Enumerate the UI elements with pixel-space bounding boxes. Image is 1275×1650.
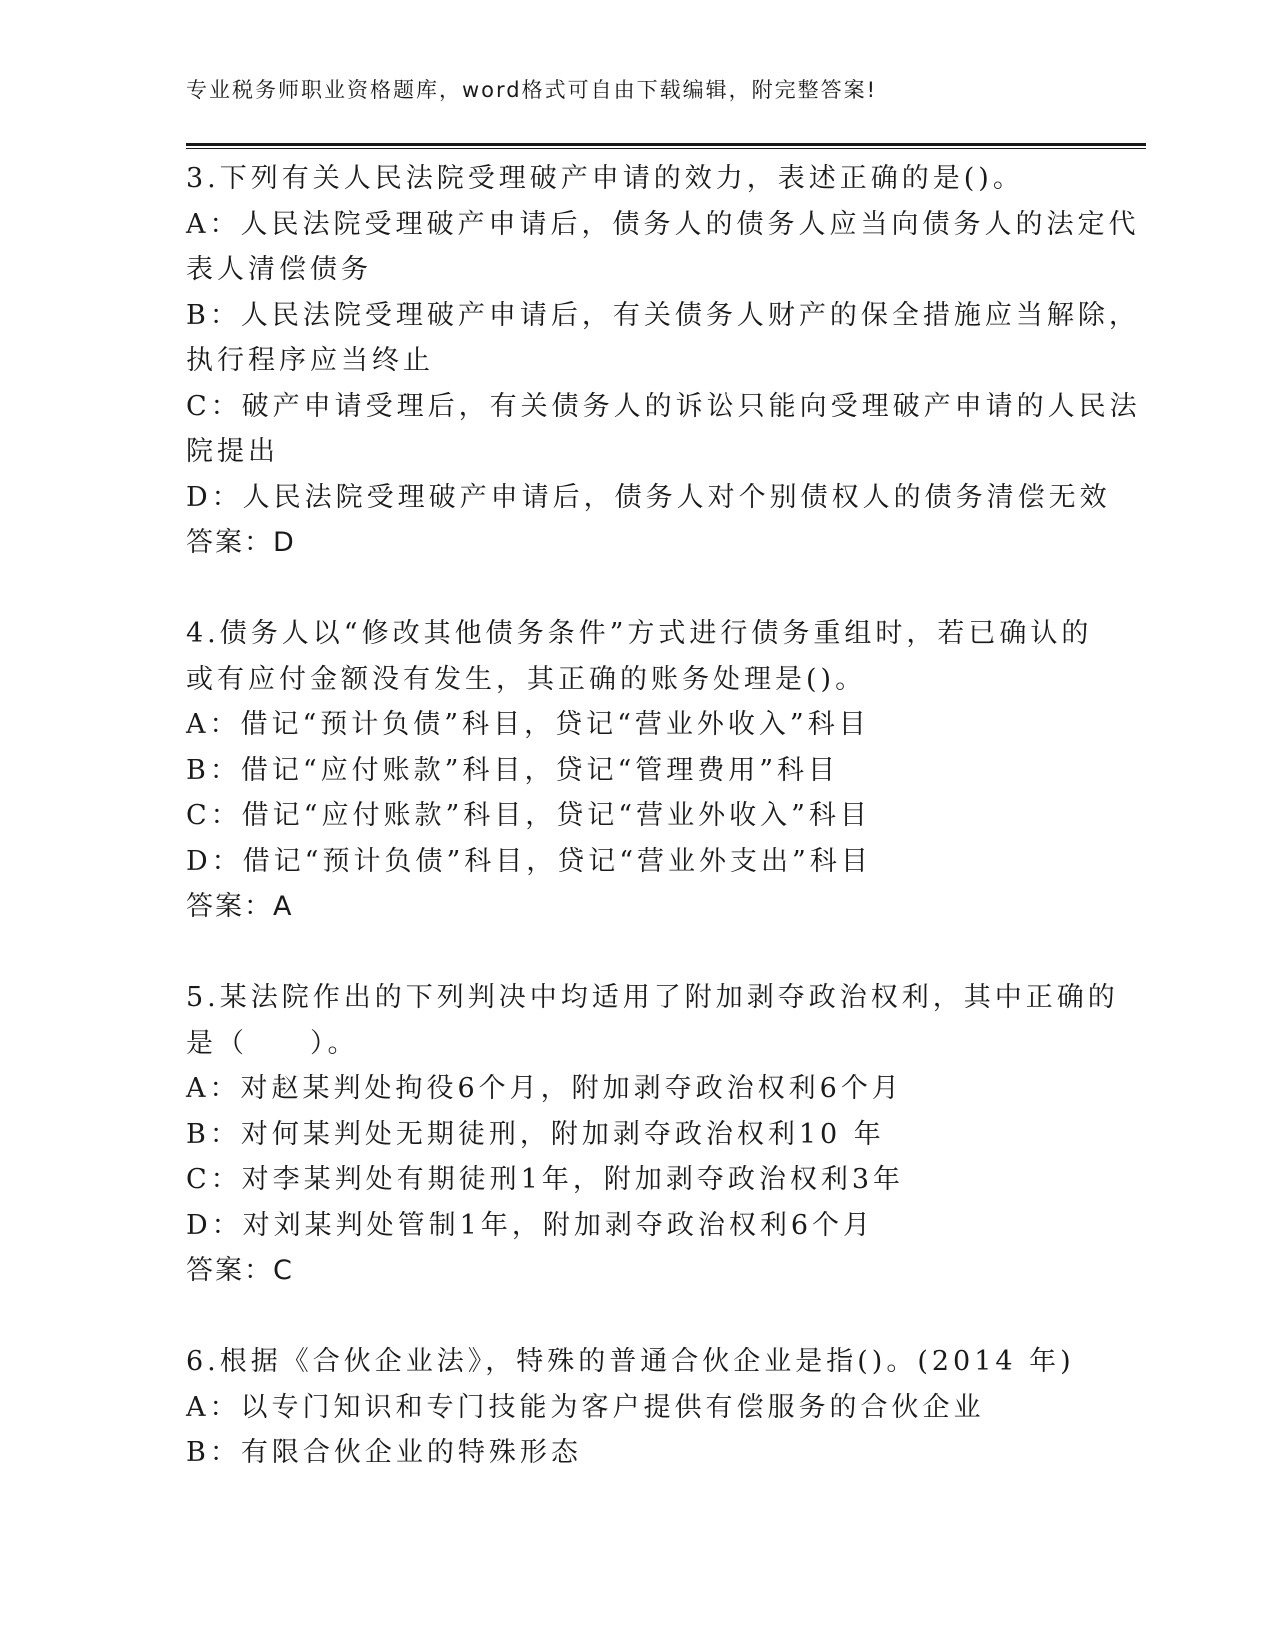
option-c: C：对李某判处有期徒刑1年，附加剥夺政治权利3年 bbox=[186, 1164, 905, 1195]
option-a: A：对赵某判处拘役6个月，附加剥夺政治权利6个月 bbox=[186, 1073, 903, 1104]
option-a: A：人民法院受理破产申请后，债务人的债务人应当向债务人的法定代 bbox=[186, 208, 1140, 240]
question-stem: 6.根据《合伙企业法》，特殊的普通合伙企业是指()。(2014 年) bbox=[186, 1346, 1075, 1377]
option-b: B：有限合伙企业的特殊形态 bbox=[186, 1437, 582, 1468]
page-header: 专业税务师职业资格题库，word格式可自由下载编辑，附完整答案! bbox=[186, 78, 878, 102]
option-a-continued: 表人清偿债务 bbox=[186, 254, 372, 285]
option-c: C：借记“应付账款”科目，贷记“营业外收入”科目 bbox=[186, 800, 871, 831]
spacer bbox=[186, 1294, 1086, 1340]
answer: 答案：A bbox=[186, 891, 294, 922]
question-5 bbox=[186, 975, 1119, 1294]
option-a: A：以专门知识和专门技能为客户提供有偿服务的合伙企业 bbox=[186, 1391, 985, 1423]
option-c-continued: 院提出 bbox=[186, 436, 279, 467]
option-b-continued: 执行程序应当终止 bbox=[186, 345, 434, 376]
question-list bbox=[186, 156, 1141, 1476]
option-d: D：人民法院受理破产申请后，债务人对个别债权人的债务清偿无效 bbox=[186, 481, 1111, 513]
option-b: B：借记“应付账款”科目，贷记“管理费用”科目 bbox=[186, 754, 840, 786]
header-divider bbox=[186, 143, 1146, 149]
option-d: D：借记“预计负债”科目，贷记“营业外支出”科目 bbox=[186, 845, 872, 877]
question-stem: 3.下列有关人民法院受理破产申请的效力，表述正确的是()。 bbox=[186, 163, 1024, 194]
option-a: A：借记“预计负债”科目，贷记“营业外收入”科目 bbox=[186, 709, 870, 740]
question-stem-continued: 是（ ）。 bbox=[186, 1027, 359, 1059]
option-b: B：人民法院受理破产申请后，有关债务人财产的保全措施应当解除， bbox=[186, 299, 1140, 331]
question-3 bbox=[186, 156, 1141, 566]
spacer bbox=[186, 566, 1086, 612]
question-6 bbox=[186, 1339, 1086, 1476]
question-stem: 5.某法院作出的下列判决中均适用了附加剥夺政治权利，其中正确的 bbox=[186, 982, 1119, 1013]
question-stem-continued: 或有应付金额没有发生，其正确的账务处理是()。 bbox=[186, 663, 867, 695]
option-b: B：对何某判处无期徒刑，附加剥夺政治权利10 年 bbox=[186, 1118, 885, 1150]
answer: 答案：C bbox=[186, 1255, 294, 1286]
answer: 答案：D bbox=[186, 527, 296, 558]
option-c: C：破产申请受理后，有关债务人的诉讼只能向受理破产申请的人民法 bbox=[186, 390, 1141, 422]
spacer bbox=[186, 930, 1086, 976]
question-stem: 4.债务人以“修改其他债务条件”方式进行债务重组时，若已确认的 bbox=[186, 618, 1093, 649]
question-4 bbox=[186, 611, 1093, 930]
option-d: D：对刘某判处管制1年，附加剥夺政治权利6个月 bbox=[186, 1209, 875, 1241]
